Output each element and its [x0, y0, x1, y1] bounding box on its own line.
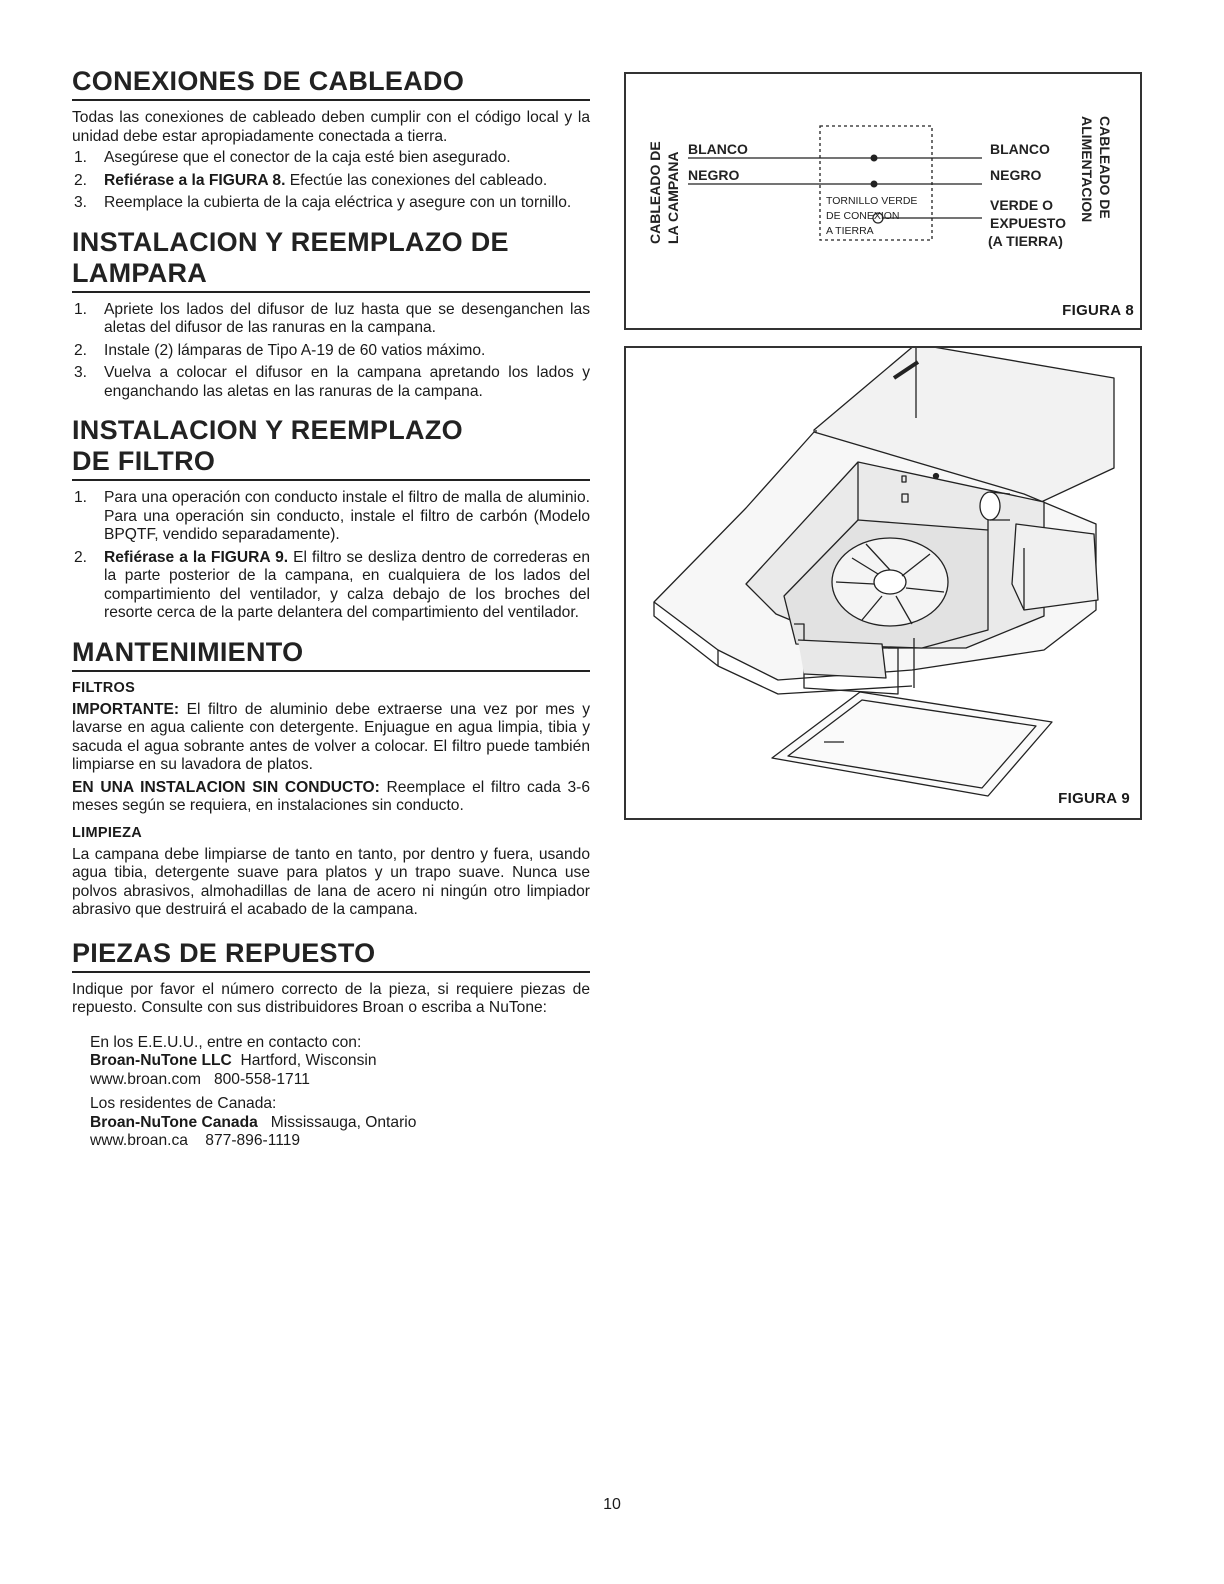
electrical-box	[1012, 524, 1098, 610]
range-hood-drawing	[626, 348, 1140, 818]
lamp-steps	[72, 301, 590, 402]
right-black-wire-label: NEGRO	[990, 167, 1042, 183]
left-black-wire-label: NEGRO	[688, 167, 740, 183]
section-title-parts: PIEZAS DE REPUESTO	[72, 938, 590, 973]
list-item: 1. Asegúrese que el conector de la caja esté bien asegurado.	[74, 149, 511, 166]
supply-wiring-label-1: CABLEADO DE	[1097, 116, 1113, 219]
list-item: 1. Apriete los lados del difusor de luz hasta que se desenganchen las aletas del difusor de las ranuras en la campana.	[74, 300, 590, 336]
parts-intro: Indique por favor el número correcto de la pieza, si requiere piezas de repuesto. Consulte con sus distribuidores Broan o escriba a NuTone:	[72, 980, 590, 1016]
list-item: 2. Instale (2) lámparas de Tipo A-19 de 60 vatios máximo.	[74, 341, 486, 359]
right-green-label-2: EXPUESTO	[990, 215, 1066, 231]
list-item: 3. Vuelva a colocar el difusor en la campana apretando los lados y enganchando las aletas en las ranuras de la campana.	[74, 364, 590, 400]
us-contact-line: En los E.E.U.U., entre en contacto con:	[90, 1033, 362, 1051]
section-wiring	[72, 66, 590, 213]
section-title-lamp: INSTALACION Y REEMPLAZO DE	[72, 226, 509, 257]
contact-block	[90, 1034, 590, 1151]
wiring-intro: Todas las conexiones de cableado deben cumplir con el código local y la unidad debe estar apropiadamente conectada a tierra.	[72, 109, 590, 145]
figure-8-wiring-diagram	[624, 72, 1142, 330]
section-title-maintenance: MANTENIMIENTO	[72, 637, 590, 672]
section-title-filter-line2: DE FILTRO	[72, 446, 590, 481]
section-maintenance	[72, 637, 590, 920]
list-item: 1. Para una operación con conducto instale el filtro de malla de aluminio. Para una operación sin conducto, instale el filtro de carbón (Modelo BPQTF, vendido separadamente).	[74, 489, 590, 543]
wiring-steps	[72, 149, 590, 213]
cleaning-heading: LIMPIEZA	[72, 824, 143, 841]
ground-screw-label-3: A TIERRA	[826, 225, 874, 237]
us-company-line: Broan-NuTone LLC Hartford, Wisconsin	[90, 1052, 377, 1069]
us-website-link[interactable]: www.broan.com	[90, 1070, 201, 1088]
ground-screw-label-1: TORNILLO VERDE	[826, 195, 918, 207]
ca-company-line: Broan-NuTone Canada Mississauga, Ontario	[90, 1113, 417, 1131]
figure-9-hood-illustration	[624, 346, 1142, 820]
ca-contact-line: Los residentes de Canada:	[90, 1095, 277, 1112]
right-white-wire-label: BLANCO	[990, 141, 1050, 157]
section-parts	[72, 938, 590, 1151]
page-number: 10	[603, 1496, 621, 1513]
black-connector	[871, 181, 878, 188]
wiring-diagram-svg	[626, 74, 1140, 328]
hood-wiring-label-1: CABLEADO DE	[647, 141, 663, 244]
filter-steps	[72, 489, 590, 623]
ca-website-link[interactable]: www.broan.ca	[90, 1132, 188, 1149]
list-item: 2. Refiérase a la FIGURA 8. Efectúe las conexiones del cableado.	[74, 171, 548, 189]
duct-collar-icon	[980, 492, 1000, 520]
list-item: 2. Refiérase a la FIGURA 9. El filtro se desliza dentro de correderas en la parte posterior de la campana, en cualquiera de los lados del compartimiento del ventilador, y calza debajo de los broches del resorte cerca de la parte delantera del compartimiento del ventilador.	[74, 548, 591, 621]
hood-wiring-label-2: LA CAMPANA	[665, 151, 681, 244]
cleaning-paragraph: La campana debe limpiarse de tanto en tanto, por dentro y fuera, usando agua tibia, detergente suave para platos y un trapo suave. Nunca use polvos abrasivos, almohadillas de lana de acero ni ningún otro limpiador abrasivo que destruirá el acabado de la campana.	[72, 845, 590, 918]
supply-wiring-label-2: ALIMENTACION	[1079, 116, 1095, 223]
important-paragraph: IMPORTANTE: El filtro de aluminio debe extraerse una vez por mes y lavarse en agua caliente con detergente. Enjuague en agua limpia, tibia y sacuda el agua sobrante antes de volver a colocar. El filtro puede también limpiarse en su lavadora de platos.	[72, 700, 590, 773]
figure-9-label: FIGURA 9	[1058, 790, 1130, 807]
ductless-paragraph: EN UNA INSTALACION SIN CONDUCTO: Reemplace el filtro cada 3-6 meses según se requiera, en instalaciones sin conducto.	[72, 778, 590, 814]
left-white-wire-label: BLANCO	[688, 141, 748, 157]
section-title-wiring: CONEXIONES DE CABLEADO	[72, 66, 590, 101]
section-filter	[72, 415, 590, 623]
list-item: 3. Reemplace la cubierta de la caja eléctrica y asegure con un tornillo.	[74, 194, 572, 211]
right-green-label-3: (A TIERRA)	[988, 233, 1063, 249]
ca-web-line: www.broan.ca 877-896-1119	[90, 1132, 301, 1149]
figure-8-label: FIGURA 8	[1062, 302, 1134, 319]
filters-heading: FILTROS	[72, 679, 136, 696]
right-green-label-1: VERDE O	[990, 197, 1054, 213]
section-title-filter: INSTALACION Y REEMPLAZO	[72, 415, 463, 445]
section-title-lamp-line2: LAMPARA	[72, 258, 590, 293]
white-connector	[871, 155, 878, 162]
text-column	[72, 66, 590, 1151]
us-web-line: www.broan.com 800-558-1711	[90, 1070, 310, 1088]
section-lamp	[72, 227, 590, 402]
ground-screw-label-2: DE CONEXION	[826, 210, 900, 222]
